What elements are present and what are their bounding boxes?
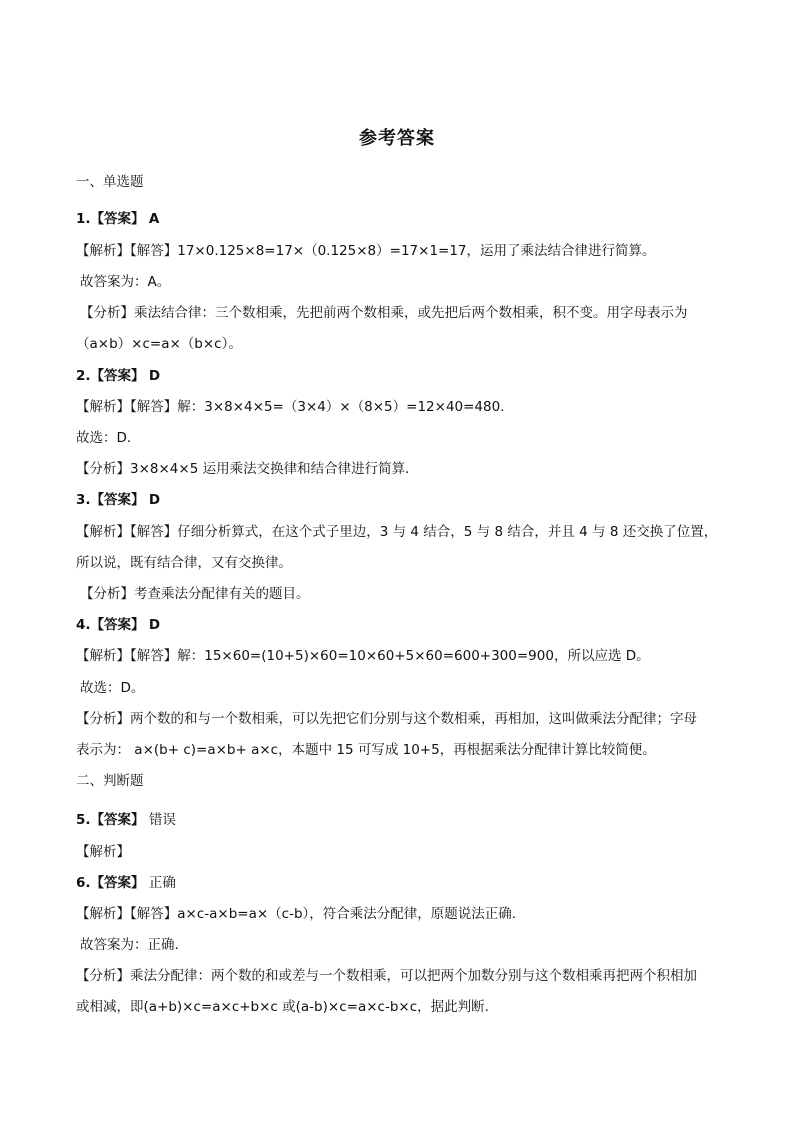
q2-answer-tag: 【答案】 bbox=[90, 368, 145, 384]
q1-fenxi-text: 乘法结合律：三个数相乘，先把前两个数相乘，或先把后两个数相乘，积不变。用字母表示为 bbox=[134, 305, 688, 321]
q6-fenxi-text: 乘法分配律：两个数的和或差与一个数相乘，可以把两个加数分别与这个数相乘再把两个积相加 bbox=[130, 968, 697, 984]
q4-fenxi-text: 两个数的和与一个数相乘，可以先把它们分别与这个数相乘，再相加，这叫做乘法分配律；字母 bbox=[130, 711, 697, 727]
q5-answer-tag: 【答案】 bbox=[90, 812, 145, 828]
q1-jiexi-tag: 【解析】【解答】 bbox=[76, 243, 178, 259]
q6-conclusion: 故答案为：正确. bbox=[80, 937, 179, 953]
q4-fenxi-line bbox=[76, 709, 736, 729]
q2-conclusion: 故选：D． bbox=[76, 430, 141, 446]
q3-answer-tag: 【答案】 bbox=[90, 492, 145, 508]
q3-jiexi-line bbox=[76, 522, 736, 542]
q1-answer-tag: 【答案】 bbox=[90, 211, 145, 227]
q1-fenxi-line bbox=[80, 303, 740, 323]
q5-jiexi-tag: 【解析】 bbox=[76, 844, 130, 860]
q6-answer-line bbox=[76, 873, 736, 893]
q6-fenxi-tag: 【分析】 bbox=[76, 968, 130, 984]
q3-fenxi-tag: 【分析】 bbox=[80, 586, 134, 602]
q4-jiexi-line bbox=[76, 646, 736, 666]
q4-jiexi-tag: 【解析】【解答】 bbox=[76, 648, 178, 664]
q1-answer: A bbox=[148, 211, 160, 227]
q2-number: 2. bbox=[76, 368, 91, 384]
q5-answer-line bbox=[76, 810, 736, 830]
q6-jiexi-line bbox=[76, 904, 736, 924]
q4-fenxi-continued: 表示为： a×(b+ c)=a×b+ a×c，本题中 15 可写成 10+5，再根据乘法分配律计算比较简便。 bbox=[76, 742, 656, 758]
q4-answer-tag: 【答案】 bbox=[90, 617, 145, 633]
q3-fenxi-line bbox=[80, 584, 740, 604]
q2-jiexi-line bbox=[76, 397, 736, 417]
q6-fenxi-line bbox=[76, 966, 736, 986]
q6-number: 6. bbox=[76, 875, 91, 891]
q4-fenxi-tag: 【分析】 bbox=[76, 711, 130, 727]
q4-conclusion: 故选：D。 bbox=[80, 680, 145, 696]
q2-fenxi-text: 3×8×4×5 运用乘法交换律和结合律进行简算． bbox=[130, 461, 419, 477]
q1-jiexi-text: 17×0.125×8=17×（0.125×8）=17×1=17，运用了乘法结合律进行简算。 bbox=[177, 243, 656, 259]
q1-fenxi-continued: （a×b）×c=a×（b×c）。 bbox=[76, 336, 242, 352]
q1-number: 1. bbox=[76, 211, 91, 227]
q5-answer: 错误 bbox=[148, 812, 176, 828]
q3-jiexi-tag: 【解析】【解答】 bbox=[76, 524, 178, 540]
q2-answer-line bbox=[76, 366, 736, 386]
q6-jiexi-text: a×c-a×b=a×（c-b），符合乘法分配律，原题说法正确. bbox=[177, 906, 517, 922]
q2-jiexi-tag: 【解析】【解答】 bbox=[76, 399, 178, 415]
q4-number: 4. bbox=[76, 617, 91, 633]
q5-number: 5. bbox=[76, 812, 91, 828]
q3-jiexi-text: 仔细分析算式，在这个式子里边，3 与 4 结合，5 与 8 结合，并且 4 与 8 还交换了位置， bbox=[177, 524, 718, 540]
q3-fenxi-text: 考查乘法分配律有关的题目。 bbox=[134, 586, 310, 602]
q3-answer: D bbox=[148, 492, 161, 508]
q4-jiexi-text: 解：15×60=(10+5)×60=10×60+5×60=600+300=900，所以应选 D。 bbox=[177, 648, 650, 664]
q2-fenxi-tag: 【分析】 bbox=[76, 461, 130, 477]
q3-answer-line bbox=[76, 490, 736, 510]
q1-conclusion: 故答案为：A。 bbox=[80, 274, 171, 290]
q6-answer: 正确 bbox=[148, 875, 176, 891]
q1-answer-line bbox=[76, 209, 736, 229]
q4-answer: D bbox=[148, 617, 161, 633]
q3-number: 3. bbox=[76, 492, 91, 508]
q2-answer: D bbox=[148, 368, 161, 384]
q6-jiexi-tag: 【解析】【解答】 bbox=[76, 906, 178, 922]
section-heading-single-choice: 一、单选题 bbox=[76, 174, 144, 190]
q2-jiexi-text: 解：3×8×4×5=（3×4）×（8×5）=12×40=480． bbox=[177, 399, 514, 415]
q6-fenxi-continued: 或相减，即(a+b)×c=a×c+b×c 或(a-b)×c=a×c-b×c，据此判断. bbox=[76, 999, 489, 1015]
q6-answer-tag: 【答案】 bbox=[90, 875, 145, 891]
section-heading-true-false: 二、判断题 bbox=[76, 773, 144, 789]
q1-fenxi-tag: 【分析】 bbox=[80, 305, 134, 321]
q2-fenxi-line bbox=[76, 459, 736, 479]
page-title: 参考答案 bbox=[359, 128, 435, 149]
q3-jiexi-continued: 所以说，既有结合律，又有交换律。 bbox=[76, 555, 292, 571]
q4-answer-line bbox=[76, 615, 736, 635]
q1-jiexi-line bbox=[76, 241, 736, 261]
